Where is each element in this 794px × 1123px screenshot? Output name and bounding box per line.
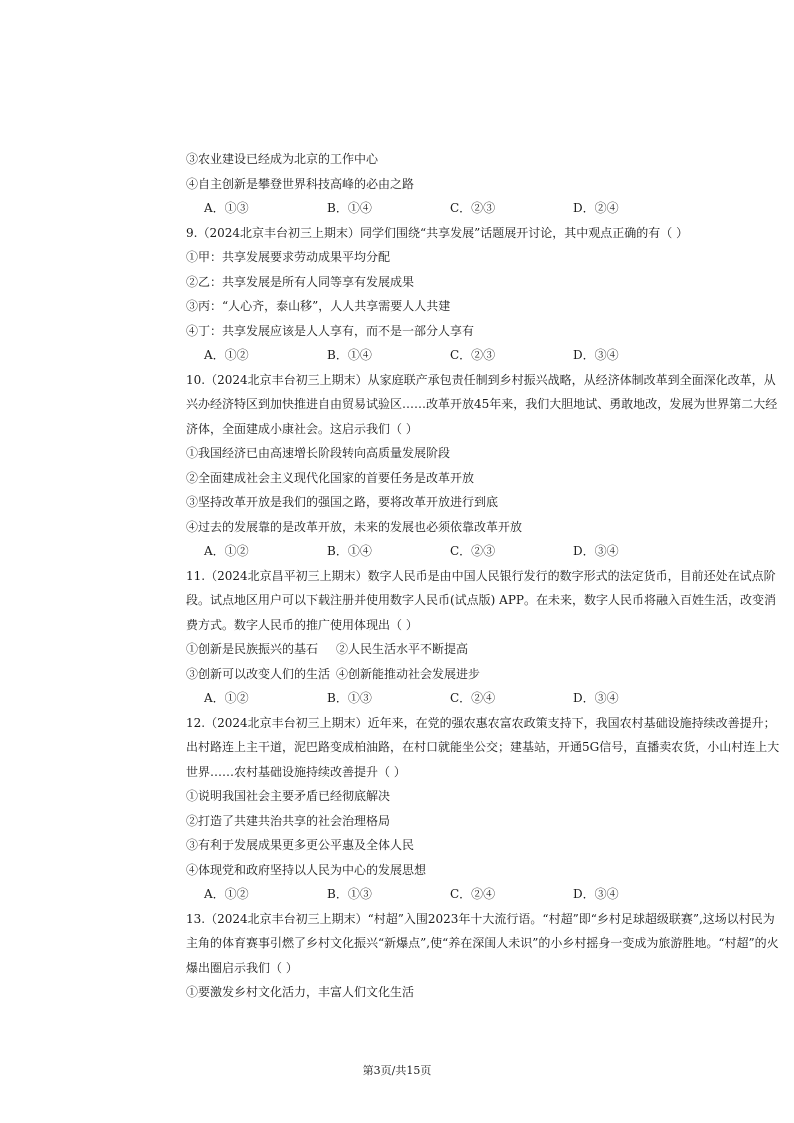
q12-item-1: ①说明我国社会主要矛盾已经彻底解决: [186, 789, 391, 803]
option-c: C．②③: [450, 544, 496, 558]
q12-stem: 12.（2024北京丰台初三上期末）近年来，在党的强农惠农富农政策支持下，我国农村基础设施持续改善提升；出村路连上主干道，泥巴路变成柏油路，在村口就能坐公交；建基站，开通5G信号，直播卖农货，小山村连上大世界……农村基础设施持续改善提升（ ）: [186, 715, 780, 779]
option-b: B．①④: [327, 348, 372, 362]
q8-item-3: ③农业建设已经成为北京的工作中心: [186, 152, 379, 166]
option-d: D．③④: [573, 544, 619, 558]
q11-items-row-1: [186, 637, 786, 662]
option-d: D．②④: [573, 201, 619, 215]
q9-item-2: ②乙：共享发展是所有人同等享有发展成果: [186, 274, 415, 289]
q11-item-1: ①创新是民族振兴的基石: [186, 642, 319, 656]
q10-item-4: ④过去的发展靠的是改革开放，未来的发展也必须依靠改革开放: [186, 519, 523, 534]
option-b: B．①④: [327, 201, 372, 215]
option-b: B．①④: [327, 544, 372, 558]
q8-item-4: ④自主创新是攀登世界科技高峰的必由之路: [186, 176, 415, 191]
option-d: D．③④: [573, 691, 619, 705]
q11-item-4: ④创新能推动社会发展进步: [336, 666, 481, 681]
q13-item-1: ①要激发乡村文化活力，丰富人们文化生活: [186, 985, 415, 999]
option-a: A．①③: [204, 201, 249, 215]
q10-options: [186, 539, 786, 564]
option-c: C．②③: [450, 201, 496, 215]
q9-options: [186, 343, 786, 368]
q9-stem: 9.（2024北京丰台初三上期末）同学们围绕“共享发展”话题展开讨论，其中观点正确的有（ ）: [186, 225, 689, 240]
q11-items-row-2: [186, 662, 786, 687]
option-c: C．②④: [450, 887, 496, 901]
q12-item-2: ②打造了共建共治共享的社会治理格局: [186, 813, 391, 828]
q9-item-4: ④丁：共享发展应该是人人享有，而不是一部分人享有: [186, 323, 475, 338]
option-c: C．②③: [450, 348, 496, 362]
option-a: A．①②: [204, 544, 249, 558]
option-a: A．①②: [204, 887, 249, 901]
option-b: B．①③: [327, 691, 372, 705]
q11-options: [186, 686, 786, 711]
page-number: 第3页/共15页: [362, 1064, 432, 1077]
option-a: A．①②: [204, 348, 249, 362]
q12-options: [186, 882, 786, 907]
q11-item-2: ②人民生活水平不断提高: [336, 642, 469, 656]
q10-item-3: ③坚持改革开放是我们的强国之路，要将改革开放进行到底: [186, 495, 499, 509]
q13-stem: 13.（2024北京丰台初三上期末）“村超”入围2023年十大流行语。“村超”即“乡村足球超级联赛”,这场以村民为主角的体育赛事引燃了乡村文化振兴“新爆点”,使“养在深闺人未识”的小乡村摇身一变成为旅游胜地。“村超”的火爆出圈启示我们（ ）: [186, 911, 779, 975]
option-a: A．①②: [204, 691, 249, 705]
q9-item-1: ①甲：共享发展要求劳动成果平均分配: [186, 250, 391, 264]
q11-stem: 11.（2024北京昌平初三上期末）数字人民币是由中国人民银行发行的数字形式的法定货币，目前还处在试点阶段。试点地区用户可以下载注册并使用数字人民币(试点版) APP。在未来，数字人民币将融入百姓生活，改变消费方式。数字人民币的推广使用体现出（ ）: [186, 568, 776, 632]
page-content: [186, 147, 786, 1005]
q10-stem: 10.（2024北京丰台初三上期末）从家庭联产承包责任制到乡村振兴战略，从经济体制改革到全面深化改革，从兴办经济特区到加快推进自由贸易试验区……改革开放45年来，我们大胆地试、勇敢地改，发展为世界第二大经济体，全面建成小康社会。这启示我们（ ）: [186, 372, 778, 436]
q12-item-3: ③有利于发展成果更多更公平惠及全体人民: [186, 838, 415, 852]
q12-item-4: ④体现党和政府坚持以人民为中心的发展思想: [186, 862, 427, 877]
option-c: C．②④: [450, 691, 496, 705]
q8-options: [186, 196, 786, 221]
q11-item-3: ③创新可以改变人们的生活: [186, 666, 331, 681]
q9-item-3: ③丙：“人心齐，泰山移”，人人共享需要人人共建: [186, 299, 451, 313]
option-d: D．③④: [573, 348, 619, 362]
q10-item-1: ①我国经济已由高速增长阶段转向高质量发展阶段: [186, 446, 451, 460]
option-b: B．①③: [327, 887, 372, 901]
q10-item-2: ②全面建成社会主义现代化国家的首要任务是改革开放: [186, 470, 475, 485]
option-d: D．③④: [573, 887, 619, 901]
